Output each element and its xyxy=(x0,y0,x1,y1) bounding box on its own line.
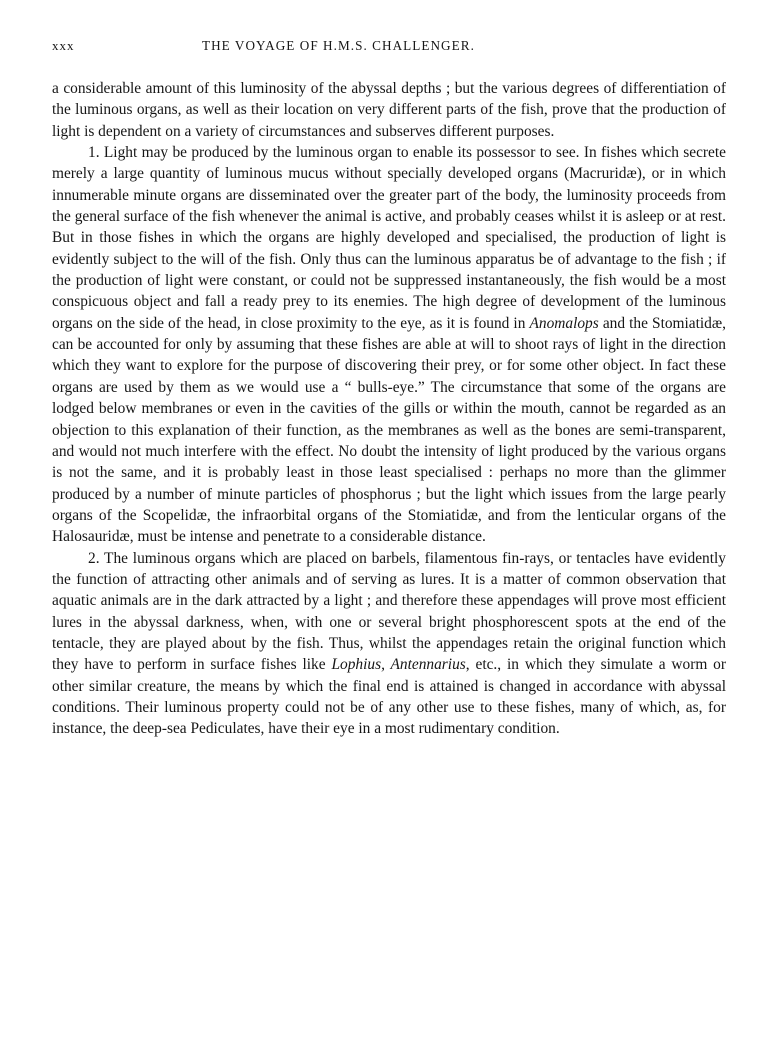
page-number: xxx xyxy=(52,38,75,53)
paragraph-text: , etc., in which they simulate a worm or other similar creature, the means by which the final end is attained is changed in accordance with abyssal conditions. Their luminous property could not be of any other use to these fishes, many of which, as, for instance, the deep-sea Pediculates, have their eye in a most rudimentary condition. xyxy=(52,656,726,738)
paragraph-text: and the Stomiatidæ, can be accounted for only by assuming that these fishes are able at will to shoot rays of light in the direction which they want to explore for the purpose of discovering their prey, or for some other object. In fact these organs are used by them as we would use a “ bulls-eye.” The circumstance that some of the organs are lodged below membranes or even in the cavities of the gills or within the mouth, cannot be regarded as an objection to this explanation of their function, as the membranes as well as the bones are semi-transparent, and would not much interfere with the effect. No doubt the intensity of light produced by the various organs is not the same, and it is probably least in those least specialised : perhaps no more than the glimmer produced by a number of minute particles of phosphorus ; but the light which issues from the large pearly organs of the Scopelidæ, the infraorbital organs of the Stomiatidæ, and from the lenticular organs of the Halosauridæ, must be intense and penetrate to a considerable distance. xyxy=(52,314,726,546)
genus-name: Anomalops xyxy=(529,314,599,332)
running-title: THE VOYAGE OF H.M.S. CHALLENGER. xyxy=(202,38,475,53)
genus-name: Antennarius xyxy=(390,656,466,674)
paragraph-continuation xyxy=(52,78,726,142)
paragraph-text: a considerable amount of this luminosity of the abyssal depths ; but the various degrees of differentiation of the luminous organs, as well as their location on very different parts of the fish, prove that the production of light is dependent on a variety of circumstances and subserves different purposes. xyxy=(52,80,726,140)
body-text xyxy=(52,78,726,740)
genus-name: Lophius xyxy=(331,656,382,674)
paragraph-light-to-see xyxy=(52,142,726,548)
paragraph-text: 1. Light may be produced by the luminous organ to enable its possessor to see. In fishes which secrete merely a large quantity of luminous mucus without specially developed organs (Macruridæ), or in which innumerable minute organs are disseminated over the greater part of the body, the luminosity proceeds from the general surface of the fish whenever the animal is active, and probably ceases whilst it is asleep or at rest. But in those fishes in which the organs are highly developed and specialised, the production of light is evidently subject to the will of the fish. Only thus can the luminous apparatus be of advantage to the fish ; if the production of light were constant, or could not be suppressed instantaneously, the fish would be a most conspicuous object and fall a ready prey to its enemies. The high degree of development of the luminous organs on the side of the head, in close proximity to the eye, as it is found in xyxy=(52,144,726,332)
page xyxy=(52,38,726,740)
genus-separator: , xyxy=(381,656,391,674)
running-head xyxy=(52,38,726,66)
paragraph-lures xyxy=(52,548,726,740)
paragraph-text: 2. The luminous organs which are placed on barbels, filamentous fin-rays, or tentacles have evidently the function of attracting other animals and of serving as lures. It is a matter of common observation that aquatic animals are in the dark attracted by a light ; and therefore these appendages will prove most efficient lures in the abyssal darkness, when, with one or several bright phosphorescent spots at the end of the tentacle, they are played about by the fish. Thus, whilst the appendages retain the original function which they have to perform in surface fishes like xyxy=(52,549,726,674)
